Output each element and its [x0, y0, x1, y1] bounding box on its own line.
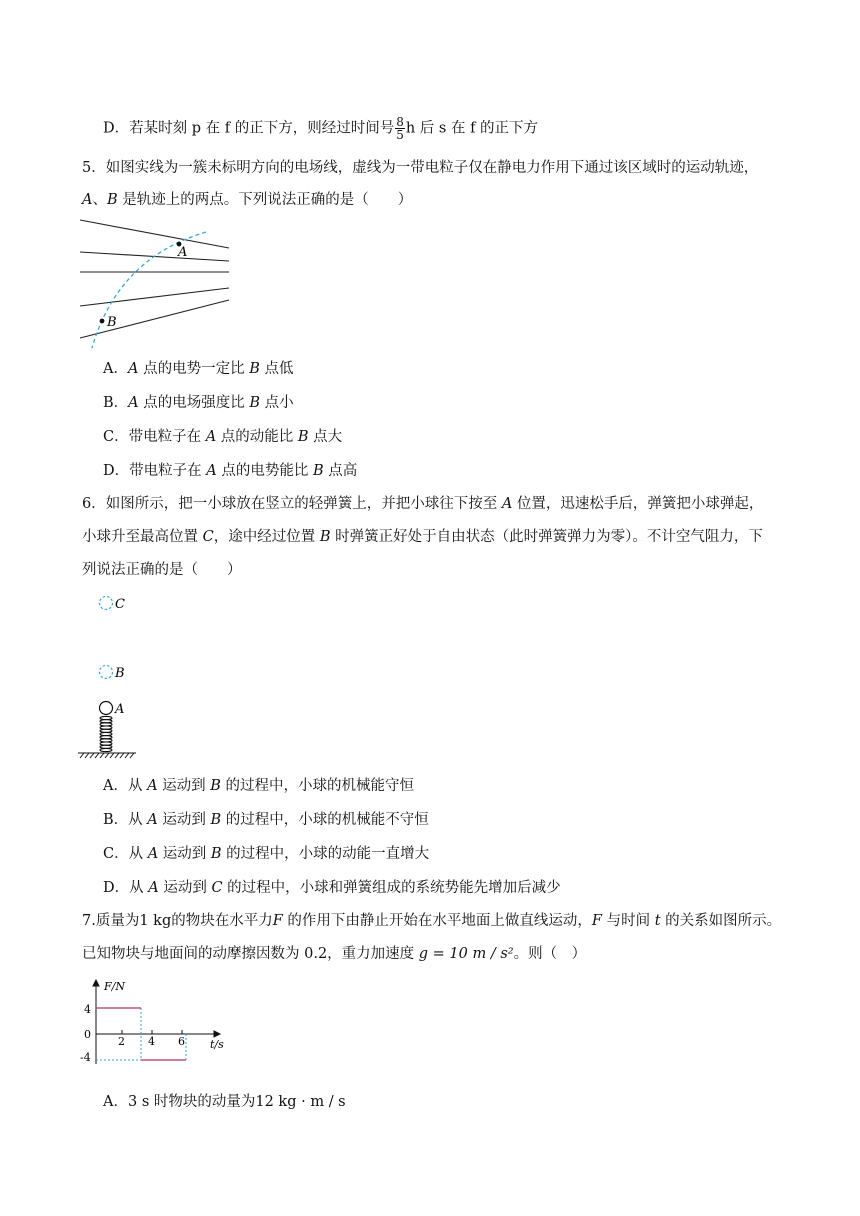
- x-tick-2: 2: [118, 1035, 125, 1048]
- q7-stem-line-2: 已知物块与地面间的动摩擦因数为 0.2，重力加速度 g = 10 m / s²。则（ ）: [82, 946, 587, 962]
- q5-option-d[interactable]: D．带电粒子在 A 点的电势能比 B 点高: [103, 463, 358, 479]
- q4-option-d: D．若某时刻 p 在 f 的正下方，则经过时间号 $\frac{8}{5}$ h 后 s 在 f 的正下方: [103, 115, 539, 142]
- spring-ball-diagram: [76, 590, 142, 762]
- q6-option-b[interactable]: B．从 A 运动到 B 的过程中，小球的机械能不守恒: [103, 812, 429, 828]
- y-tick-4: 4: [84, 1003, 91, 1016]
- q6-stem-line-2: 小球升至最高位置 C，途中经过位置 B 时弹簧正好处于自由状态（此时弹簧弹力为零）。不计空气阻力，下: [82, 529, 763, 545]
- q6-option-d[interactable]: D．从 A 运动到 C 的过程中，小球和弹簧组成的系统势能先增加后减少: [103, 880, 561, 896]
- x-tick-6: 6: [178, 1035, 185, 1048]
- point-b: [100, 319, 105, 324]
- label-c: C: [115, 597, 125, 612]
- ground: [78, 753, 136, 758]
- label-b: B: [107, 315, 117, 330]
- q5-option-c[interactable]: C．带电粒子在 A 点的动能比 B 点大: [103, 429, 343, 445]
- ball-position-b: [100, 666, 113, 679]
- q5-stem-line-2: A、B 是轨迹上的两点。下列说法正确的是（ ）: [82, 192, 413, 208]
- label-a: A: [178, 245, 188, 260]
- x-axis-label: t/s: [210, 1038, 224, 1051]
- q5-option-b[interactable]: B．A 点的电场强度比 B 点小: [103, 395, 294, 411]
- y-axis-label: F/N: [104, 980, 125, 993]
- y-tick-0: 0: [84, 1028, 91, 1041]
- electric-field-diagram: [78, 218, 234, 350]
- label-a: A: [115, 702, 125, 717]
- q6-stem-line-3: 列说法正确的是（ ）: [82, 562, 242, 578]
- q6-option-c[interactable]: C．从 A 运动到 B 的过程中，小球的动能一直增大: [103, 846, 430, 862]
- spring: [100, 716, 112, 751]
- label-b: B: [115, 666, 125, 681]
- q7-stem-line-1: 7.质量为1 kg的物块在水平力F 的作用下由静止开始在水平地面上做直线运动，F 与时间 t 的关系如图所示。: [82, 913, 782, 929]
- q7-option-a[interactable]: A．3 s 时物块的动量为12 kg · m / s: [103, 1094, 346, 1110]
- ball-position-a: [100, 702, 113, 715]
- q6-option-a[interactable]: A．从 A 运动到 B 的过程中，小球的机械能守恒: [103, 778, 415, 794]
- y-tick-minus-4: -4: [80, 1051, 91, 1064]
- q5-option-a[interactable]: A．A 点的电势一定比 B 点低: [103, 361, 294, 377]
- q5-stem-line-1: 5．如图实线为一簇未标明方向的电场线，虚线为一带电粒子仅在静电力作用下通过该区域时的运动轨迹，: [82, 160, 759, 176]
- force-time-graph: [78, 978, 228, 1068]
- tick-marks: [122, 1030, 182, 1034]
- x-tick-4: 4: [148, 1035, 155, 1048]
- ball-position-c: [100, 597, 113, 610]
- q6-stem-line-1: 6．如图所示，把一小球放在竖立的轻弹簧上，并把小球往下按至 A 位置，迅速松手后，弹簧把小球弹起，: [82, 496, 764, 512]
- fraction: $\frac{8}{5}$: [396, 115, 404, 142]
